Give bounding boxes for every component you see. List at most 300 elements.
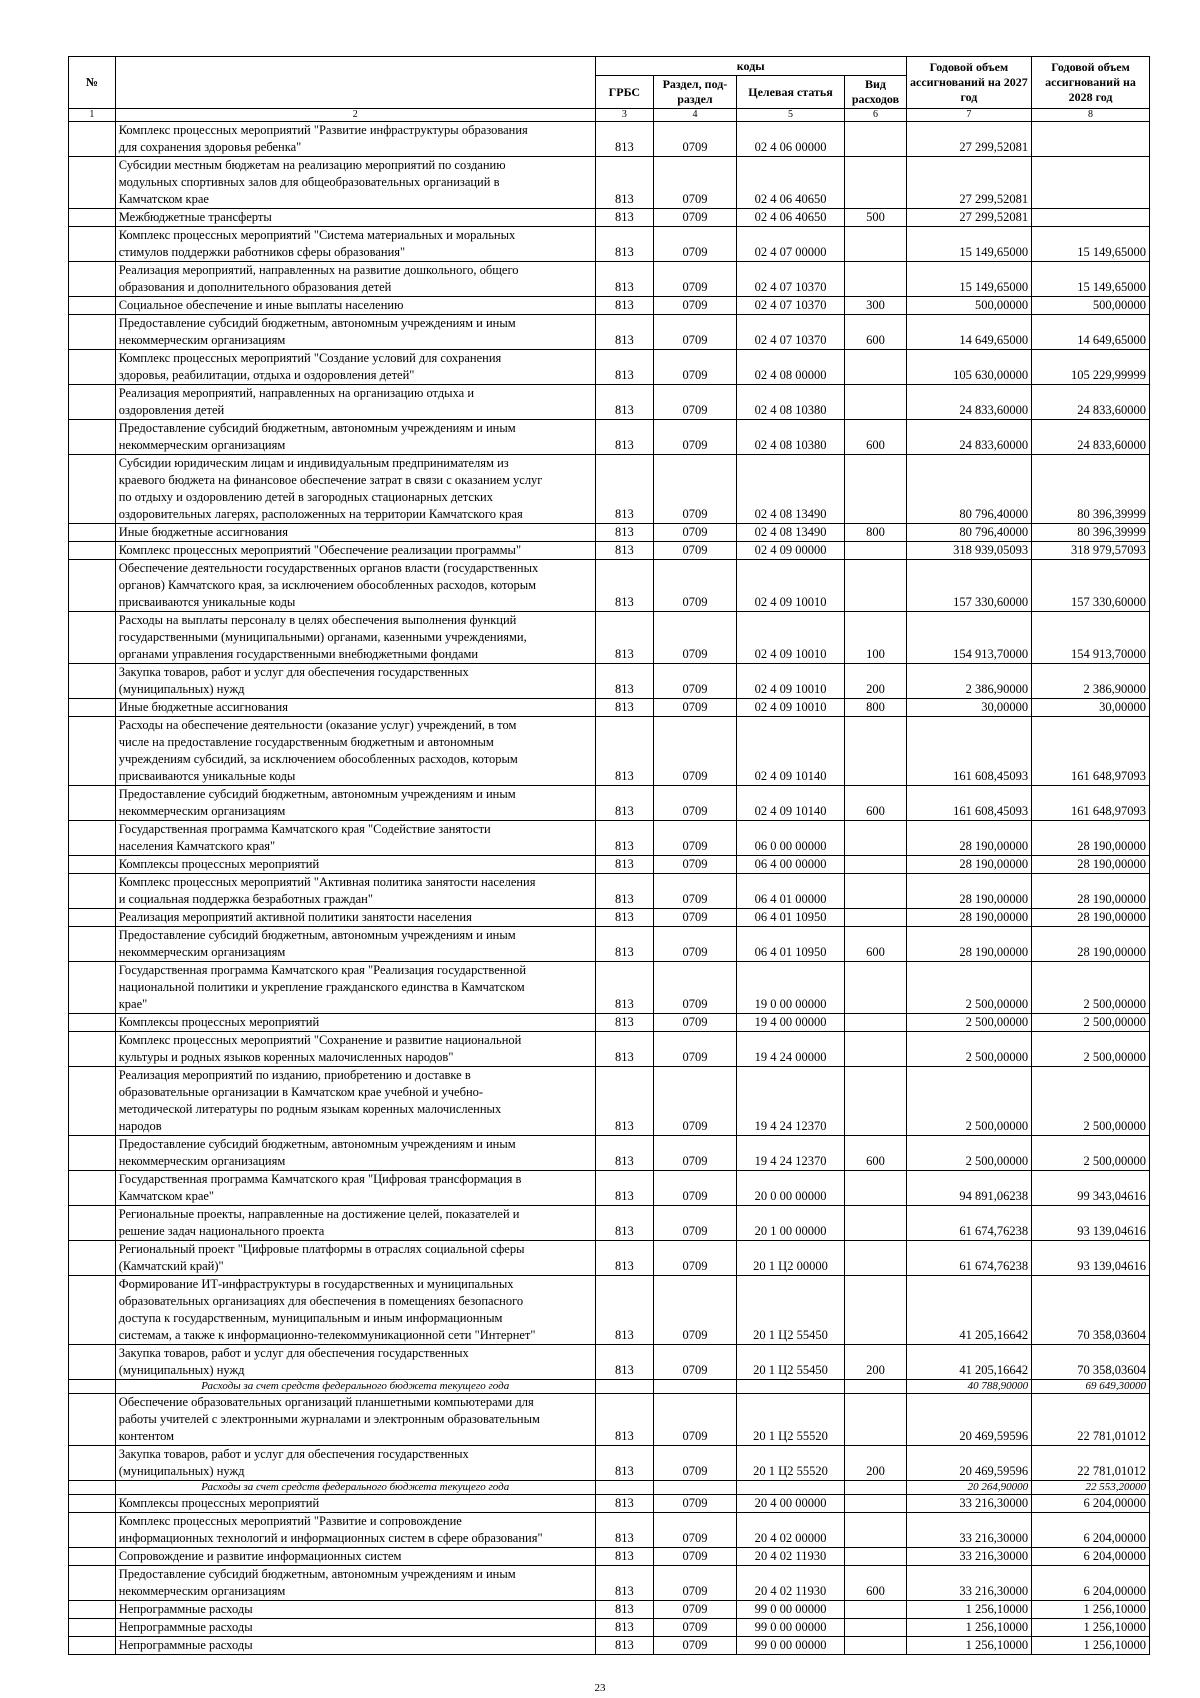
target-article-cell: 20 1 Ц2 55520 — [736, 1394, 844, 1446]
row-number-cell — [69, 262, 116, 297]
column-number: 6 — [845, 109, 907, 122]
grbs-cell — [595, 1481, 653, 1495]
item-name-cell: Комплекс процессных мероприятий "Активная политика занятости населения и социальная поддержка безработных граждан" — [115, 874, 595, 909]
row-number-cell — [69, 821, 116, 856]
table-row — [69, 1601, 1150, 1619]
expense-type-cell — [845, 157, 907, 209]
row-number-cell — [69, 1446, 116, 1481]
expense-type-cell — [845, 856, 907, 874]
target-article-cell: 99 0 00 00000 — [736, 1619, 844, 1637]
amount-2028-cell: 24 833,60000 — [1032, 420, 1150, 455]
row-number-cell — [69, 455, 116, 524]
table-row — [69, 262, 1150, 297]
expense-type-cell: 300 — [845, 297, 907, 315]
amount-2027-cell: 161 608,45093 — [906, 786, 1031, 821]
header-name-blank — [115, 57, 595, 109]
expense-type-cell: 100 — [845, 612, 907, 664]
amount-2027-cell: 24 833,60000 — [906, 420, 1031, 455]
table-row — [69, 1171, 1150, 1206]
target-article-cell: 02 4 08 13490 — [736, 455, 844, 524]
razdel-cell: 0709 — [654, 455, 737, 524]
row-number-cell — [69, 1380, 116, 1394]
row-number-cell — [69, 1513, 116, 1548]
amount-2027-cell: 2 500,00000 — [906, 1067, 1031, 1136]
item-name-cell: Предоставление субсидий бюджетным, автономным учреждениям и иным некоммерческим организациям — [115, 420, 595, 455]
amount-2027-cell: 94 891,06238 — [906, 1171, 1031, 1206]
amount-2027-cell: 2 500,00000 — [906, 1014, 1031, 1032]
table-row — [69, 1566, 1150, 1601]
target-article-cell: 02 4 09 10010 — [736, 612, 844, 664]
grbs-cell: 813 — [595, 909, 653, 927]
razdel-cell: 0709 — [654, 699, 737, 717]
expense-type-cell — [845, 1601, 907, 1619]
grbs-cell: 813 — [595, 209, 653, 227]
table-row — [69, 315, 1150, 350]
amount-2028-cell — [1032, 209, 1150, 227]
amount-2027-cell: 40 788,90000 — [906, 1380, 1031, 1394]
target-article-cell: 20 1 Ц2 55450 — [736, 1276, 844, 1345]
table-row — [69, 699, 1150, 717]
razdel-cell: 0709 — [654, 524, 737, 542]
item-name-cell: Предоставление субсидий бюджетным, автономным учреждениям и иным некоммерческим организациям — [115, 315, 595, 350]
expense-type-cell — [845, 1276, 907, 1345]
item-name-cell: Комплексы процессных мероприятий — [115, 856, 595, 874]
table-row — [69, 612, 1150, 664]
table-row — [69, 1014, 1150, 1032]
amount-2028-cell: 2 500,00000 — [1032, 962, 1150, 1014]
amount-2028-cell: 2 386,90000 — [1032, 664, 1150, 699]
item-name-cell: Иные бюджетные ассигнования — [115, 699, 595, 717]
row-number-cell — [69, 524, 116, 542]
razdel-cell: 0709 — [654, 1394, 737, 1446]
grbs-cell: 813 — [595, 1566, 653, 1601]
amount-2028-cell: 2 500,00000 — [1032, 1014, 1150, 1032]
amount-2027-cell: 33 216,30000 — [906, 1548, 1031, 1566]
amount-2028-cell: 28 190,00000 — [1032, 821, 1150, 856]
expense-type-cell — [845, 1032, 907, 1067]
razdel-cell: 0709 — [654, 385, 737, 420]
grbs-cell: 813 — [595, 297, 653, 315]
item-name-cell: Предоставление субсидий бюджетным, автономным учреждениям и иным некоммерческим организациям — [115, 1136, 595, 1171]
amount-2028-cell: 80 396,39999 — [1032, 455, 1150, 524]
row-number-cell — [69, 927, 116, 962]
table-row — [69, 927, 1150, 962]
table-row — [69, 909, 1150, 927]
column-number: 7 — [906, 109, 1031, 122]
amount-2028-cell: 1 256,10000 — [1032, 1619, 1150, 1637]
row-number-cell — [69, 315, 116, 350]
expense-type-cell: 500 — [845, 209, 907, 227]
item-name-cell: Субсидии юридическим лицам и индивидуальным предпринимателям из краевого бюджета на финансовое обеспечение затрат в связи с оказанием услуг по отдыху и оздоровлению детей в загородных стационарных детских оздоровительных лагерях, расположенных на территории Камчатского края — [115, 455, 595, 524]
expense-type-cell — [845, 1637, 907, 1655]
razdel-cell: 0709 — [654, 1206, 737, 1241]
amount-2028-cell: 2 500,00000 — [1032, 1032, 1150, 1067]
target-article-cell: 20 4 02 11930 — [736, 1566, 844, 1601]
razdel-cell: 0709 — [654, 717, 737, 786]
table-row — [69, 1136, 1150, 1171]
item-name-cell: Расходы на выплаты персоналу в целях обеспечения выполнения функций государственными (муниципальными) органами, казенными учреждениями, органами управления государственными внебюджетными фондами — [115, 612, 595, 664]
amount-2027-cell: 15 149,65000 — [906, 227, 1031, 262]
row-number-cell — [69, 209, 116, 227]
table-row — [69, 821, 1150, 856]
grbs-cell: 813 — [595, 1619, 653, 1637]
subtotal-row — [69, 1481, 1150, 1495]
target-article-cell: 19 4 00 00000 — [736, 1014, 844, 1032]
razdel-cell — [654, 1481, 737, 1495]
target-article-cell: 02 4 07 10370 — [736, 315, 844, 350]
grbs-cell: 813 — [595, 455, 653, 524]
table-row — [69, 542, 1150, 560]
amount-2028-cell: 500,00000 — [1032, 297, 1150, 315]
target-article-cell: 20 1 00 00000 — [736, 1206, 844, 1241]
razdel-cell: 0709 — [654, 856, 737, 874]
item-name-cell: Региональные проекты, направленные на достижение целей, показателей и решение задач национального проекта — [115, 1206, 595, 1241]
target-article-cell: 06 4 01 10950 — [736, 909, 844, 927]
amount-2028-cell: 70 358,03604 — [1032, 1345, 1150, 1380]
grbs-cell: 813 — [595, 1394, 653, 1446]
header-vid: Вид расходов — [845, 76, 907, 109]
amount-2028-cell: 161 648,97093 — [1032, 786, 1150, 821]
item-name-cell: Социальное обеспечение и иные выплаты населению — [115, 297, 595, 315]
amount-2028-cell: 154 913,70000 — [1032, 612, 1150, 664]
table-row — [69, 157, 1150, 209]
row-number-cell — [69, 227, 116, 262]
razdel-cell: 0709 — [654, 1345, 737, 1380]
grbs-cell: 813 — [595, 157, 653, 209]
row-number-cell — [69, 1394, 116, 1446]
grbs-cell: 813 — [595, 1495, 653, 1513]
amount-2027-cell: 28 190,00000 — [906, 821, 1031, 856]
table-row — [69, 786, 1150, 821]
table-row — [69, 1032, 1150, 1067]
target-article-cell: 19 0 00 00000 — [736, 962, 844, 1014]
expense-type-cell — [845, 560, 907, 612]
item-name-cell: Межбюджетные трансферты — [115, 209, 595, 227]
amount-2028-cell: 70 358,03604 — [1032, 1276, 1150, 1345]
target-article-cell: 06 0 00 00000 — [736, 821, 844, 856]
target-article-cell: 19 4 24 00000 — [736, 1032, 844, 1067]
amount-2027-cell: 2 386,90000 — [906, 664, 1031, 699]
razdel-cell: 0709 — [654, 1495, 737, 1513]
amount-2028-cell — [1032, 122, 1150, 157]
item-name-cell: Расходы за счет средств федерального бюджета текущего года — [115, 1380, 595, 1394]
amount-2027-cell: 2 500,00000 — [906, 1032, 1031, 1067]
expense-type-cell — [845, 1495, 907, 1513]
amount-2027-cell: 27 299,52081 — [906, 209, 1031, 227]
target-article-cell: 20 4 02 11930 — [736, 1548, 844, 1566]
grbs-cell: 813 — [595, 420, 653, 455]
target-article-cell: 20 0 00 00000 — [736, 1171, 844, 1206]
table-row — [69, 874, 1150, 909]
amount-2028-cell — [1032, 157, 1150, 209]
row-number-cell — [69, 560, 116, 612]
grbs-cell: 813 — [595, 874, 653, 909]
amount-2027-cell: 80 796,40000 — [906, 524, 1031, 542]
target-article-cell: 02 4 08 10380 — [736, 420, 844, 455]
expense-type-cell — [845, 1171, 907, 1206]
amount-2027-cell: 20 469,59596 — [906, 1394, 1031, 1446]
target-article-cell: 02 4 07 10370 — [736, 297, 844, 315]
expense-type-cell — [845, 962, 907, 1014]
target-article-cell: 06 4 01 10950 — [736, 927, 844, 962]
expense-type-cell — [845, 909, 907, 927]
amount-2028-cell: 28 190,00000 — [1032, 856, 1150, 874]
amount-2028-cell: 93 139,04616 — [1032, 1206, 1150, 1241]
row-number-cell — [69, 1566, 116, 1601]
header-year-2027: Годовой объем ассигнований на 2027 год — [906, 57, 1031, 109]
amount-2028-cell: 105 229,99999 — [1032, 350, 1150, 385]
grbs-cell: 813 — [595, 1241, 653, 1276]
table-row — [69, 717, 1150, 786]
amount-2027-cell: 28 190,00000 — [906, 856, 1031, 874]
table-row — [69, 1067, 1150, 1136]
grbs-cell: 813 — [595, 1446, 653, 1481]
row-number-cell — [69, 612, 116, 664]
table-row — [69, 560, 1150, 612]
item-name-cell: Сопровождение и развитие информационных систем — [115, 1548, 595, 1566]
razdel-cell: 0709 — [654, 1446, 737, 1481]
target-article-cell: 02 4 08 00000 — [736, 350, 844, 385]
row-number-cell — [69, 157, 116, 209]
target-article-cell: 02 4 09 10010 — [736, 560, 844, 612]
expense-type-cell: 600 — [845, 927, 907, 962]
amount-2027-cell: 33 216,30000 — [906, 1566, 1031, 1601]
amount-2028-cell: 161 648,97093 — [1032, 717, 1150, 786]
row-number-cell — [69, 699, 116, 717]
amount-2028-cell: 6 204,00000 — [1032, 1495, 1150, 1513]
amount-2027-cell: 318 939,05093 — [906, 542, 1031, 560]
razdel-cell: 0709 — [654, 821, 737, 856]
table-row — [69, 122, 1150, 157]
table-row — [69, 350, 1150, 385]
header-num: № — [69, 57, 116, 109]
amount-2027-cell: 28 190,00000 — [906, 927, 1031, 962]
row-number-cell — [69, 297, 116, 315]
grbs-cell: 813 — [595, 315, 653, 350]
expense-type-cell: 200 — [845, 1446, 907, 1481]
amount-2028-cell: 30,00000 — [1032, 699, 1150, 717]
target-article-cell: 02 4 09 10140 — [736, 717, 844, 786]
budget-sheet — [68, 56, 1150, 1655]
item-name-cell: Предоставление субсидий бюджетным, автономным учреждениям и иным некоммерческим организациям — [115, 786, 595, 821]
amount-2028-cell: 22 781,01012 — [1032, 1446, 1150, 1481]
expense-type-cell: 600 — [845, 315, 907, 350]
amount-2027-cell: 27 299,52081 — [906, 122, 1031, 157]
table-row — [69, 385, 1150, 420]
column-number: 5 — [736, 109, 844, 122]
row-number-cell — [69, 1495, 116, 1513]
item-name-cell: Комплексы процессных мероприятий — [115, 1495, 595, 1513]
expense-type-cell — [845, 1481, 907, 1495]
item-name-cell: Региональный проект "Цифровые платформы в отраслях социальной сферы (Камчатский край)" — [115, 1241, 595, 1276]
item-name-cell: Формирование ИТ-инфраструктуры в государственных и муниципальных образовательных организациях для обеспечения в помещениях безопасного доступа к государственным, муниципальным и иным информационным системам, а также к информационно-телекоммуникационной сети "Интернет" — [115, 1276, 595, 1345]
target-article-cell: 20 4 00 00000 — [736, 1495, 844, 1513]
razdel-cell: 0709 — [654, 909, 737, 927]
row-number-cell — [69, 1136, 116, 1171]
razdel-cell: 0709 — [654, 1136, 737, 1171]
amount-2027-cell: 157 330,60000 — [906, 560, 1031, 612]
item-name-cell: Комплекс процессных мероприятий "Развитие инфраструктуры образования для сохранения здоровья ребенка" — [115, 122, 595, 157]
target-article-cell: 02 4 06 00000 — [736, 122, 844, 157]
razdel-cell: 0709 — [654, 612, 737, 664]
amount-2028-cell: 15 149,65000 — [1032, 262, 1150, 297]
grbs-cell: 813 — [595, 1014, 653, 1032]
expense-type-cell — [845, 1513, 907, 1548]
amount-2028-cell: 28 190,00000 — [1032, 909, 1150, 927]
row-number-cell — [69, 962, 116, 1014]
amount-2028-cell: 24 833,60000 — [1032, 385, 1150, 420]
expense-type-cell — [845, 1067, 907, 1136]
expense-type-cell: 600 — [845, 786, 907, 821]
target-article-cell: 19 4 24 12370 — [736, 1067, 844, 1136]
amount-2028-cell: 2 500,00000 — [1032, 1136, 1150, 1171]
amount-2028-cell: 15 149,65000 — [1032, 227, 1150, 262]
amount-2027-cell: 41 205,16642 — [906, 1276, 1031, 1345]
grbs-cell: 813 — [595, 612, 653, 664]
amount-2028-cell: 2 500,00000 — [1032, 1067, 1150, 1136]
grbs-cell: 813 — [595, 1032, 653, 1067]
razdel-cell: 0709 — [654, 1171, 737, 1206]
razdel-cell: 0709 — [654, 227, 737, 262]
expense-type-cell — [845, 350, 907, 385]
item-name-cell: Комплекс процессных мероприятий "Сохранение и развитие национальной культуры и родных языков коренных малочисленных народов" — [115, 1032, 595, 1067]
grbs-cell: 813 — [595, 962, 653, 1014]
item-name-cell: Реализация мероприятий, направленных на развитие дошкольного, общего образования и дополнительного образования детей — [115, 262, 595, 297]
table-row — [69, 664, 1150, 699]
target-article-cell: 20 1 Ц2 55520 — [736, 1446, 844, 1481]
razdel-cell: 0709 — [654, 1014, 737, 1032]
row-number-cell — [69, 856, 116, 874]
grbs-cell: 813 — [595, 856, 653, 874]
item-name-cell: Комплексы процессных мероприятий — [115, 1014, 595, 1032]
grbs-cell: 813 — [595, 927, 653, 962]
grbs-cell: 813 — [595, 699, 653, 717]
amount-2027-cell: 28 190,00000 — [906, 874, 1031, 909]
item-name-cell: Расходы на обеспечение деятельности (оказание услуг) учреждений, в том числе на предоставление государственным бюджетным и автономным учреждениям субсидий, за исключением обособленных расходов, которым присваиваются уникальные коды — [115, 717, 595, 786]
page-number: 23 — [594, 1682, 606, 1694]
target-article-cell: 06 4 00 00000 — [736, 856, 844, 874]
grbs-cell: 813 — [595, 1601, 653, 1619]
razdel-cell: 0709 — [654, 420, 737, 455]
grbs-cell: 813 — [595, 1136, 653, 1171]
table-row — [69, 1276, 1150, 1345]
row-number-cell — [69, 1481, 116, 1495]
item-name-cell: Государственная программа Камчатского края "Содействие занятости населения Камчатского края" — [115, 821, 595, 856]
razdel-cell: 0709 — [654, 1276, 737, 1345]
target-article-cell: 02 4 09 10010 — [736, 699, 844, 717]
grbs-cell: 813 — [595, 664, 653, 699]
row-number-cell — [69, 350, 116, 385]
amount-2028-cell: 28 190,00000 — [1032, 874, 1150, 909]
amount-2027-cell: 105 630,00000 — [906, 350, 1031, 385]
razdel-cell: 0709 — [654, 1548, 737, 1566]
table-row — [69, 455, 1150, 524]
item-name-cell: Субсидии местным бюджетам на реализацию мероприятий по созданию модульных спортивных залов для общеобразовательных организаций в Камчатском крае — [115, 157, 595, 209]
grbs-cell: 813 — [595, 524, 653, 542]
razdel-cell: 0709 — [654, 542, 737, 560]
expense-type-cell — [845, 1394, 907, 1446]
subtotal-row — [69, 1380, 1150, 1394]
amount-2027-cell: 2 500,00000 — [906, 962, 1031, 1014]
row-number-cell — [69, 1601, 116, 1619]
item-name-cell: Комплекс процессных мероприятий "Развитие и сопровождение информационных технологий и информационных систем в сфере образования" — [115, 1513, 595, 1548]
expense-type-cell — [845, 874, 907, 909]
razdel-cell: 0709 — [654, 786, 737, 821]
amount-2027-cell: 20 264,90000 — [906, 1481, 1031, 1495]
amount-2027-cell: 154 913,70000 — [906, 612, 1031, 664]
row-number-cell — [69, 1206, 116, 1241]
target-article-cell: 02 4 08 13490 — [736, 524, 844, 542]
razdel-cell: 0709 — [654, 1032, 737, 1067]
grbs-cell: 813 — [595, 385, 653, 420]
expense-type-cell: 200 — [845, 1345, 907, 1380]
row-number-cell — [69, 122, 116, 157]
amount-2027-cell: 61 674,76238 — [906, 1241, 1031, 1276]
razdel-cell: 0709 — [654, 315, 737, 350]
table-row — [69, 1495, 1150, 1513]
razdel-cell: 0709 — [654, 209, 737, 227]
expense-type-cell — [845, 542, 907, 560]
expense-type-cell: 800 — [845, 524, 907, 542]
column-number: 2 — [115, 109, 595, 122]
grbs-cell: 813 — [595, 1206, 653, 1241]
razdel-cell: 0709 — [654, 157, 737, 209]
target-article-cell: 06 4 01 00000 — [736, 874, 844, 909]
expense-type-cell: 600 — [845, 1136, 907, 1171]
target-article-cell: 02 4 07 00000 — [736, 227, 844, 262]
amount-2028-cell: 6 204,00000 — [1032, 1513, 1150, 1548]
table-row — [69, 1345, 1150, 1380]
amount-2028-cell: 6 204,00000 — [1032, 1566, 1150, 1601]
expense-type-cell — [845, 1380, 907, 1394]
grbs-cell: 813 — [595, 542, 653, 560]
item-name-cell: Реализация мероприятий по изданию, приобретению и доставке в образовательные организации в Камчатском крае учебной и учебно- методической литературы по родным языкам коренных малочисленных народов — [115, 1067, 595, 1136]
razdel-cell: 0709 — [654, 350, 737, 385]
row-number-cell — [69, 786, 116, 821]
expense-type-cell — [845, 1241, 907, 1276]
grbs-cell: 813 — [595, 350, 653, 385]
amount-2028-cell: 14 649,65000 — [1032, 315, 1150, 350]
grbs-cell: 813 — [595, 560, 653, 612]
expense-type-cell: 800 — [845, 699, 907, 717]
razdel-cell: 0709 — [654, 927, 737, 962]
expense-type-cell — [845, 717, 907, 786]
row-number-cell — [69, 1619, 116, 1637]
item-name-cell: Комплекс процессных мероприятий "Создание условий для сохранения здоровья, реабилитации, отдыха и оздоровления детей" — [115, 350, 595, 385]
item-name-cell: Закупка товаров, работ и услуг для обеспечения государственных (муниципальных) нужд — [115, 664, 595, 699]
header-grbs: ГРБС — [595, 76, 653, 109]
target-article-cell: 19 4 24 12370 — [736, 1136, 844, 1171]
row-number-cell — [69, 542, 116, 560]
expense-type-cell: 600 — [845, 1566, 907, 1601]
item-name-cell: Предоставление субсидий бюджетным, автономным учреждениям и иным некоммерческим организациям — [115, 927, 595, 962]
amount-2028-cell: 28 190,00000 — [1032, 927, 1150, 962]
razdel-cell: 0709 — [654, 962, 737, 1014]
row-number-cell — [69, 874, 116, 909]
razdel-cell: 0709 — [654, 1513, 737, 1548]
table-row — [69, 1513, 1150, 1548]
grbs-cell: 813 — [595, 262, 653, 297]
amount-2028-cell: 157 330,60000 — [1032, 560, 1150, 612]
target-article-cell: 99 0 00 00000 — [736, 1637, 844, 1655]
header-codes: коды — [595, 57, 906, 76]
grbs-cell: 813 — [595, 1067, 653, 1136]
razdel-cell: 0709 — [654, 560, 737, 612]
table-row — [69, 420, 1150, 455]
target-article-cell — [736, 1481, 844, 1495]
item-name-cell: Государственная программа Камчатского края "Цифровая трансформация в Камчатском крае" — [115, 1171, 595, 1206]
expense-type-cell — [845, 1014, 907, 1032]
